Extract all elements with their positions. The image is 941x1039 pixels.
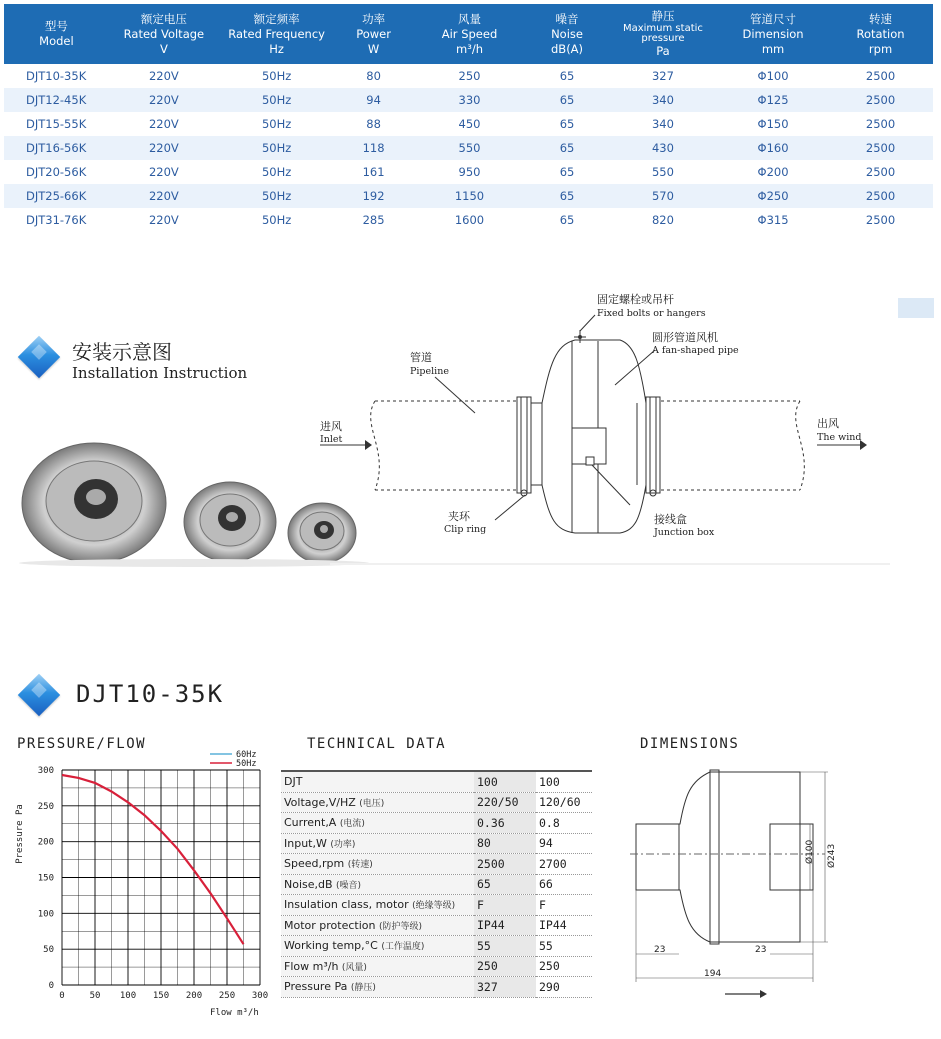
dimensions-drawing xyxy=(620,756,845,1001)
tech-value-1: 220/50 xyxy=(474,792,536,813)
chart-legend xyxy=(210,750,256,769)
header-noise: 噪音 Noise dB(A) xyxy=(526,4,608,64)
tech-label xyxy=(281,936,474,957)
label-fan-zh: 圆形管道风机 xyxy=(652,331,718,344)
tech-row xyxy=(281,915,592,936)
tech-value-2: 0.8 xyxy=(536,813,592,834)
spec-cell: 50Hz xyxy=(219,184,334,208)
spec-cell: 285 xyxy=(334,208,413,232)
tech-label xyxy=(281,833,474,854)
tech-row xyxy=(281,874,592,895)
spec-cell: 327 xyxy=(608,64,718,88)
tech-label-en: Speed,rpm xyxy=(284,857,345,871)
spec-cell: 50Hz xyxy=(219,160,334,184)
tech-value-2: IP44 xyxy=(536,915,592,936)
tech-value-2: 100 xyxy=(536,771,592,792)
spec-cell: DJT10-35K xyxy=(4,64,109,88)
spec-cell: 50Hz xyxy=(219,208,334,232)
spec-row xyxy=(4,88,933,112)
tech-row xyxy=(281,792,592,813)
tech-row xyxy=(281,771,592,792)
tech-label xyxy=(281,813,474,834)
tech-value-2: 66 xyxy=(536,874,592,895)
tech-value-2: 94 xyxy=(536,833,592,854)
spec-cell: 50Hz xyxy=(219,112,334,136)
spec-cell: 950 xyxy=(413,160,526,184)
technical-data-title: TECHNICAL DATA xyxy=(307,736,447,752)
tech-label-zh: (静压) xyxy=(350,983,376,994)
spec-cell: 2500 xyxy=(828,184,933,208)
tech-label-en: Flow m³/h xyxy=(284,959,339,973)
tech-label-zh: (电压) xyxy=(359,798,385,809)
tech-label-zh: (转速) xyxy=(347,860,373,871)
label-fixed-en: Fixed bolts or hangers xyxy=(597,308,706,319)
label-pipe-en: Pipeline xyxy=(410,366,449,377)
spec-cell: 220V xyxy=(109,64,219,88)
tech-label-en: Working temp,°C xyxy=(284,939,378,953)
spec-cell: DJT12-45K xyxy=(4,88,109,112)
spec-cell: DJT16-56K xyxy=(4,136,109,160)
tech-label xyxy=(281,915,474,936)
tech-value-1: 2500 xyxy=(474,854,536,875)
x-tick-label: 300 xyxy=(251,991,269,1001)
x-tick-label: 250 xyxy=(218,991,236,1001)
tech-row xyxy=(281,895,592,916)
spec-row xyxy=(4,112,933,136)
spec-cell: Φ250 xyxy=(718,184,828,208)
tech-row xyxy=(281,977,592,998)
y-tick-label: 150 xyxy=(37,873,54,884)
header-power: 功率 Power W xyxy=(334,4,413,64)
tech-label-en: Current,A xyxy=(284,816,337,830)
label-inlet-zh: 进风 xyxy=(320,420,342,433)
chart-ticks xyxy=(38,766,268,1001)
tech-value-1: 80 xyxy=(474,833,536,854)
spec-cell: 65 xyxy=(526,88,608,112)
tech-label-en: Pressure Pa xyxy=(284,980,348,994)
tech-label xyxy=(281,895,474,916)
legend-label: 50Hz xyxy=(236,759,257,769)
tech-row xyxy=(281,833,592,854)
label-clip-en: Clip ring xyxy=(444,524,487,535)
x-tick-label: 150 xyxy=(152,991,170,1001)
label-outlet-en: The wind xyxy=(817,432,862,443)
spec-cell: 50Hz xyxy=(219,64,334,88)
dimensions-title: DIMENSIONS xyxy=(640,736,740,752)
spec-row xyxy=(4,160,933,184)
x-tick-label: 0 xyxy=(59,991,65,1001)
dim-inner-diameter: Ø100 xyxy=(805,839,815,864)
spec-cell: 550 xyxy=(413,136,526,160)
spec-cell: 340 xyxy=(608,112,718,136)
y-tick-label: 100 xyxy=(37,909,54,920)
spec-cell: 430 xyxy=(608,136,718,160)
spec-header-row xyxy=(4,4,933,64)
tech-label xyxy=(281,792,474,813)
spec-cell: 50Hz xyxy=(219,88,334,112)
tech-label-en: Motor protection xyxy=(284,918,376,932)
tech-label-zh: (工作温度) xyxy=(381,942,425,953)
spec-cell: 65 xyxy=(526,112,608,136)
tech-value-1: 327 xyxy=(474,977,536,998)
tech-label-en: Insulation class, motor xyxy=(284,898,409,912)
y-tick-label: 0 xyxy=(48,981,54,991)
label-box-zh: 接线盒 xyxy=(654,513,687,526)
x-tick-label: 50 xyxy=(89,991,101,1001)
tech-value-2: 55 xyxy=(536,936,592,957)
fan-medium-icon xyxy=(184,482,276,562)
legend-label: 60Hz xyxy=(236,750,257,760)
chart-ylabel: Pressure Pa xyxy=(15,804,25,864)
pressure-flow-chart xyxy=(10,748,280,1023)
label-fixed-zh: 固定螺栓或吊杆 xyxy=(597,293,674,306)
pressure-flow-title: PRESSURE/FLOW xyxy=(17,736,147,752)
spec-cell: Φ125 xyxy=(718,88,828,112)
tech-label xyxy=(281,977,474,998)
dim-outer-diameter: Ø243 xyxy=(827,843,837,868)
spec-cell: Φ315 xyxy=(718,208,828,232)
spec-cell: 340 xyxy=(608,88,718,112)
label-pipe-zh: 管道 xyxy=(410,351,432,364)
header-static-pressure: 静压 Maximum static pressure Pa xyxy=(608,4,718,64)
spec-cell: 50Hz xyxy=(219,136,334,160)
label-clip-zh: 夹环 xyxy=(448,510,470,523)
tech-label-zh: (风量) xyxy=(341,962,367,973)
spec-row xyxy=(4,184,933,208)
header-air-speed: 风量 Air Speed m³/h xyxy=(413,4,526,64)
spec-row xyxy=(4,208,933,232)
spec-cell: 1600 xyxy=(413,208,526,232)
installation-title-en: Installation Instruction xyxy=(72,364,248,382)
spec-cell: 65 xyxy=(526,160,608,184)
spec-cell: 220V xyxy=(109,112,219,136)
model-title: DJT10-35K xyxy=(76,680,225,708)
y-tick-label: 250 xyxy=(37,801,54,812)
y-tick-label: 200 xyxy=(37,837,54,848)
x-tick-label: 200 xyxy=(185,991,203,1001)
tech-row xyxy=(281,936,592,957)
spec-table xyxy=(4,4,933,232)
technical-data-table xyxy=(281,770,592,998)
spec-body xyxy=(4,64,933,232)
tech-value-1: 55 xyxy=(474,936,536,957)
tech-row xyxy=(281,854,592,875)
spec-cell: 220V xyxy=(109,184,219,208)
tech-value-1: 65 xyxy=(474,874,536,895)
spec-row xyxy=(4,64,933,88)
spec-cell: 2500 xyxy=(828,64,933,88)
header-rotation: 转速 Rotation rpm xyxy=(828,4,933,64)
spec-cell: 2500 xyxy=(828,136,933,160)
label-inlet-en: Inlet xyxy=(320,434,343,445)
label-fan-en: A fan-shaped pipe xyxy=(652,345,739,356)
tech-label xyxy=(281,956,474,977)
tech-label-zh: (噪音) xyxy=(336,880,362,891)
tech-value-1: 250 xyxy=(474,956,536,977)
section-diamond-icon xyxy=(18,336,60,378)
spec-cell: 330 xyxy=(413,88,526,112)
spec-cell: 820 xyxy=(608,208,718,232)
dim-right-collar: 23 xyxy=(755,945,767,955)
spec-cell: 2500 xyxy=(828,112,933,136)
spec-cell: 88 xyxy=(334,112,413,136)
spec-cell: 2500 xyxy=(828,160,933,184)
chart-xlabel: Flow m³/h xyxy=(210,1008,259,1018)
spec-cell: 2500 xyxy=(828,88,933,112)
header-frequency: 额定频率 Rated Frequency Hz xyxy=(219,4,334,64)
header-dimension: 管道尺寸 Dimension mm xyxy=(718,4,828,64)
label-box-en: Junction box xyxy=(654,527,715,538)
spec-cell: 118 xyxy=(334,136,413,160)
spec-cell: Φ150 xyxy=(718,112,828,136)
spec-cell: 220V xyxy=(109,88,219,112)
tech-value-2: 2700 xyxy=(536,854,592,875)
tech-row xyxy=(281,956,592,977)
model-diamond-icon xyxy=(18,674,60,716)
tech-label xyxy=(281,771,474,792)
spec-cell: 192 xyxy=(334,184,413,208)
fan-large-icon xyxy=(22,443,166,563)
tech-value-1: F xyxy=(474,895,536,916)
tech-label xyxy=(281,854,474,875)
y-tick-label: 50 xyxy=(43,945,54,956)
header-model: 型号 Model xyxy=(4,4,109,64)
tech-label-en: Noise,dB xyxy=(284,877,333,891)
tech-value-2: F xyxy=(536,895,592,916)
tech-label-zh: (防护等级) xyxy=(378,921,423,932)
tech-value-2: 250 xyxy=(536,956,592,977)
tech-value-2: 120/60 xyxy=(536,792,592,813)
spec-cell: 220V xyxy=(109,208,219,232)
spec-cell: 250 xyxy=(413,64,526,88)
tech-value-1: 0.36 xyxy=(474,813,536,834)
installation-title-zh: 安装示意图 xyxy=(72,340,172,364)
chart-grid xyxy=(62,770,260,985)
tech-label-en: DJT xyxy=(284,775,303,789)
installation-diagram xyxy=(310,285,910,570)
flow-arrow-icon xyxy=(760,990,767,998)
tech-value-1: 100 xyxy=(474,771,536,792)
tech-value-1: IP44 xyxy=(474,915,536,936)
tech-value-2: 290 xyxy=(536,977,592,998)
dim-left-collar: 23 xyxy=(654,945,666,955)
spec-cell: 450 xyxy=(413,112,526,136)
tech-label-en: Voltage,V/HZ xyxy=(284,795,356,809)
tech-label-zh: (电流) xyxy=(339,819,365,830)
spec-cell: Φ200 xyxy=(718,160,828,184)
spec-cell: 550 xyxy=(608,160,718,184)
y-tick-label: 300 xyxy=(37,766,54,776)
tech-row xyxy=(281,813,592,834)
tech-label-zh: (绝缘等级) xyxy=(412,901,456,912)
tech-label-en: Input,W xyxy=(284,836,327,850)
spec-cell: Φ160 xyxy=(718,136,828,160)
spec-row xyxy=(4,136,933,160)
spec-cell: Φ100 xyxy=(718,64,828,88)
spec-cell: 2500 xyxy=(828,208,933,232)
header-voltage: 额定电压 Rated Voltage V xyxy=(109,4,219,64)
dim-length: 194 xyxy=(704,969,722,979)
spec-cell: 94 xyxy=(334,88,413,112)
spec-cell: 80 xyxy=(334,64,413,88)
x-tick-label: 100 xyxy=(119,991,137,1001)
spec-cell: DJT31-76K xyxy=(4,208,109,232)
spec-cell: DJT20-56K xyxy=(4,160,109,184)
spec-cell: 570 xyxy=(608,184,718,208)
spec-cell: 220V xyxy=(109,160,219,184)
spec-cell: 220V xyxy=(109,136,219,160)
spec-cell: DJT25-66K xyxy=(4,184,109,208)
spec-cell: 1150 xyxy=(413,184,526,208)
spec-cell: DJT15-55K xyxy=(4,112,109,136)
spec-cell: 161 xyxy=(334,160,413,184)
label-outlet-zh: 出风 xyxy=(817,417,839,430)
spec-cell: 65 xyxy=(526,136,608,160)
spec-cell: 65 xyxy=(526,208,608,232)
tech-label xyxy=(281,874,474,895)
spec-cell: 65 xyxy=(526,64,608,88)
tech-label-zh: (功率) xyxy=(330,839,356,850)
spec-cell: 65 xyxy=(526,184,608,208)
